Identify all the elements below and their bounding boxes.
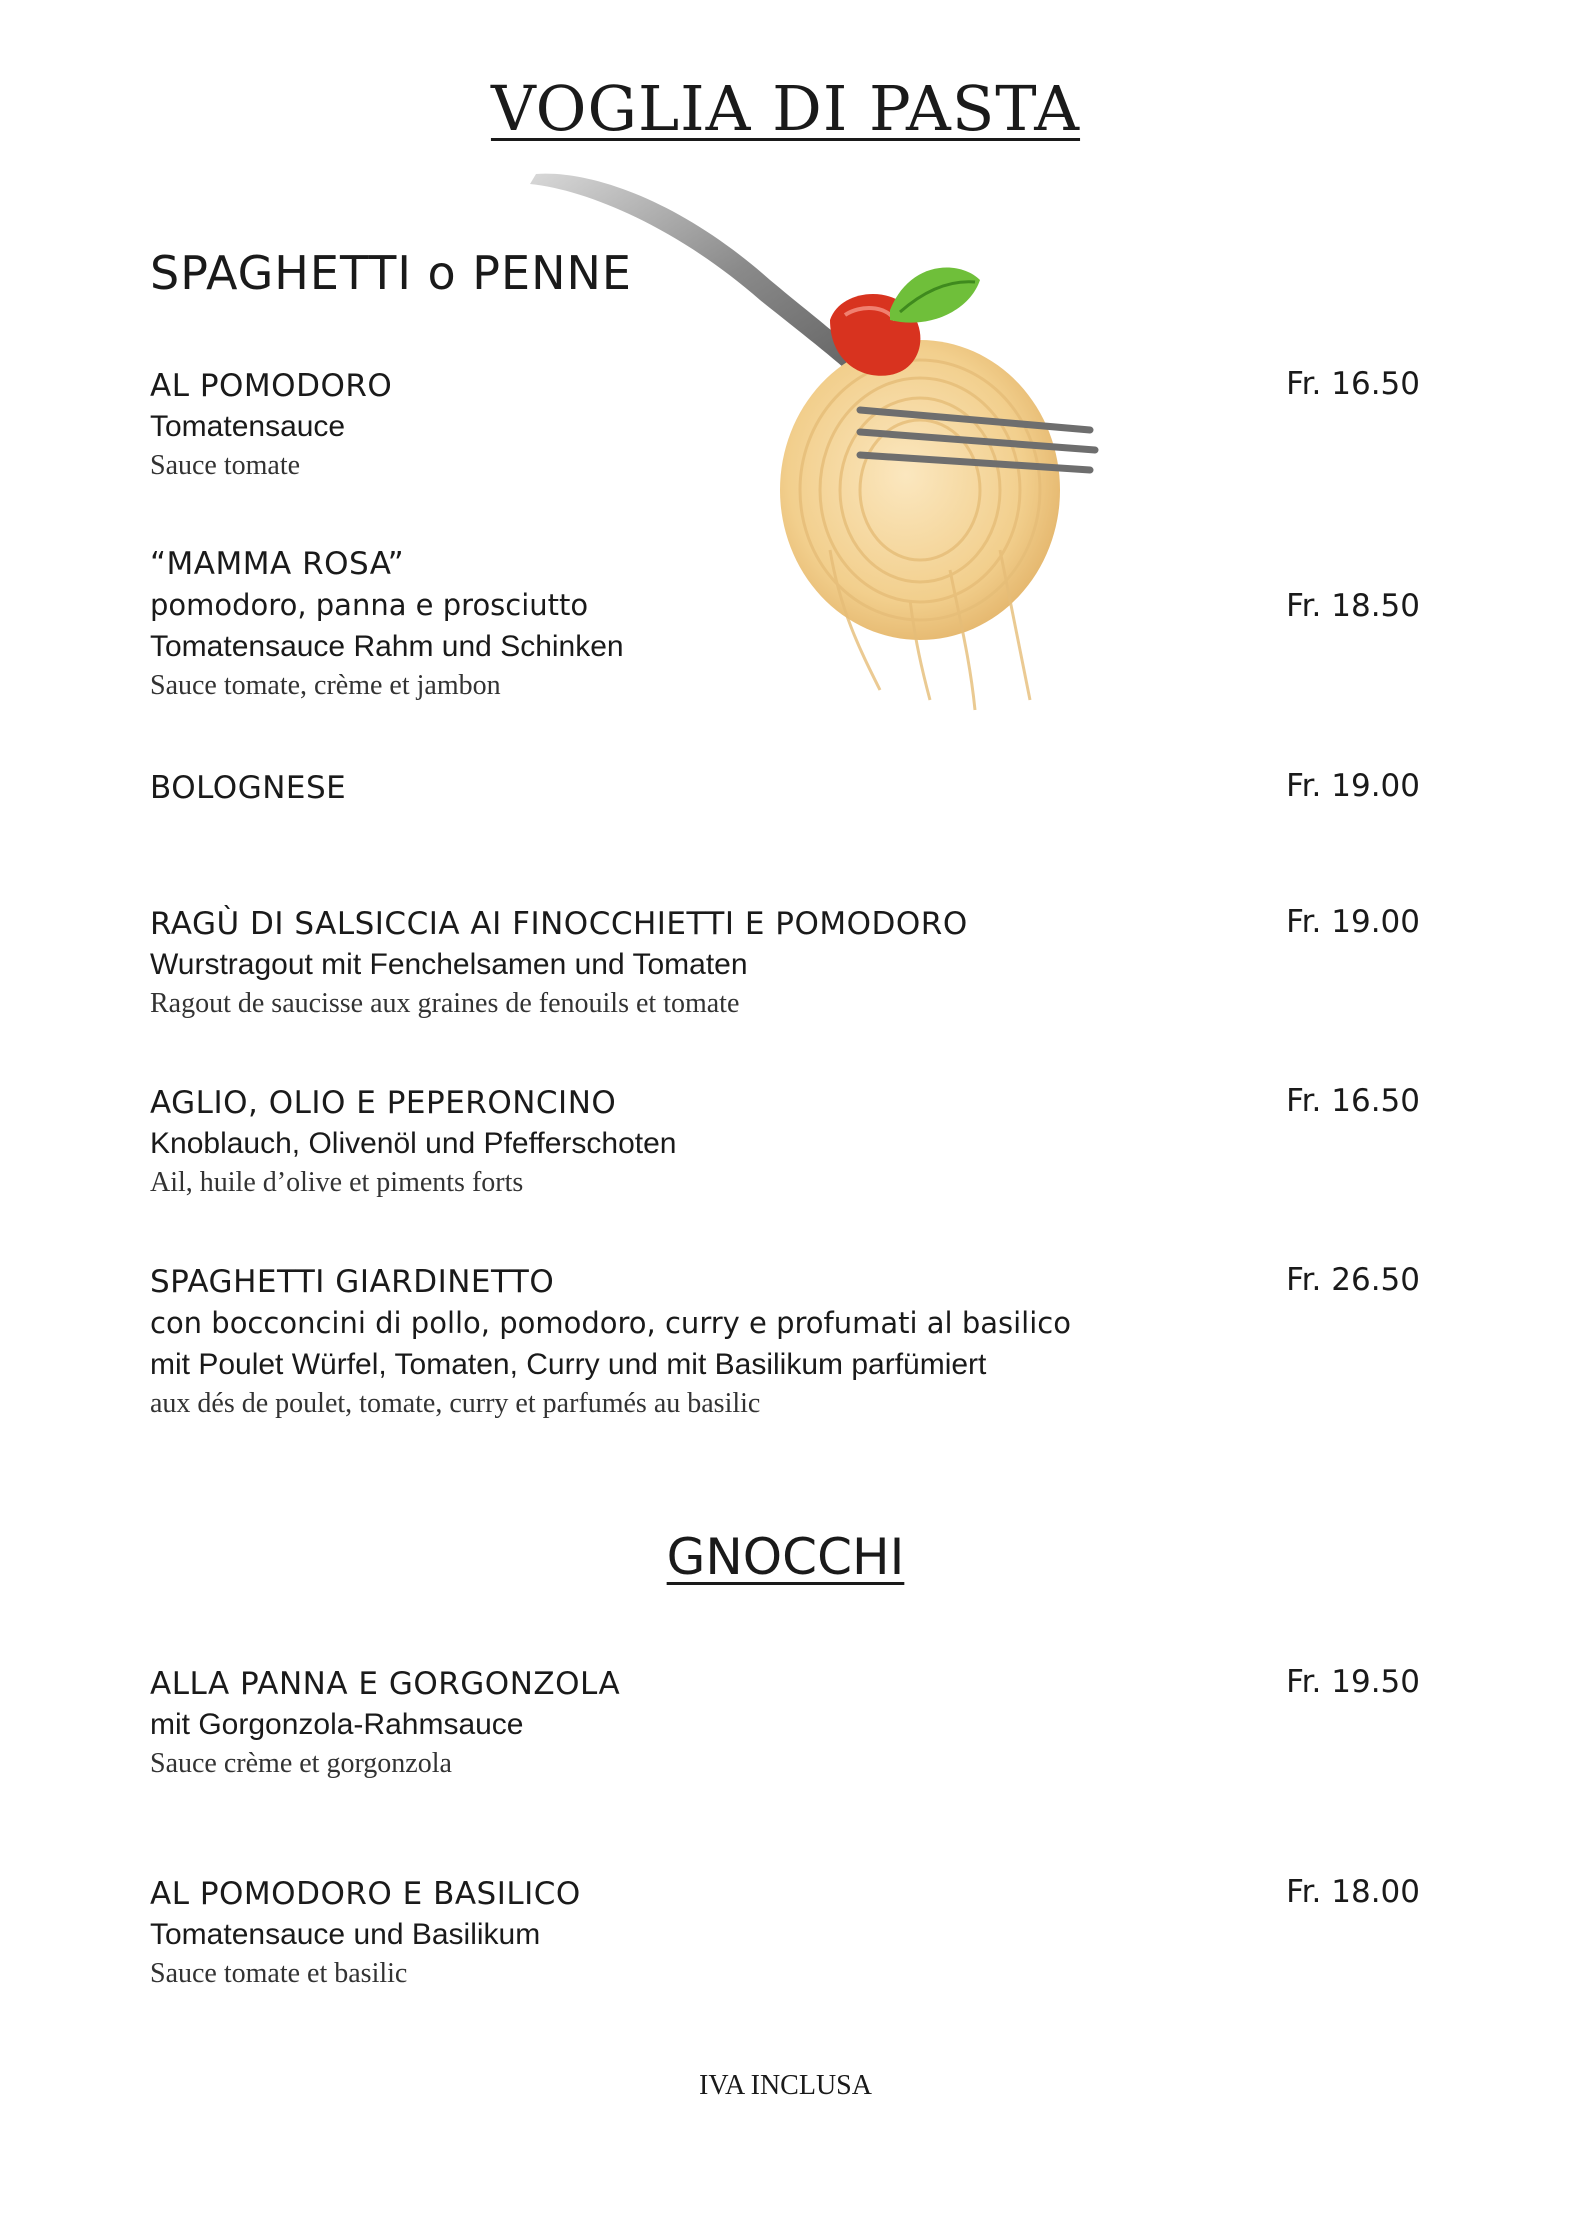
menu-item bbox=[150, 1083, 1420, 1201]
item-price: Fr. 16.50 bbox=[1286, 366, 1420, 402]
item-description-fr: Sauce tomate bbox=[150, 450, 301, 481]
item-description-de: Tomatensauce Rahm und Schinken bbox=[150, 630, 624, 663]
item-description-fr: Ragout de saucisse aux graines de fenouils et tomate bbox=[150, 988, 740, 1019]
menu-item bbox=[150, 1664, 1420, 1782]
item-name: BOLOGNESE bbox=[150, 770, 347, 806]
item-name: AL POMODORO E BASILICO bbox=[150, 1876, 581, 1912]
item-description-de: mit Poulet Würfel, Tomaten, Curry und mit Basilikum parfümiert bbox=[150, 1348, 987, 1381]
item-price: Fr. 19.00 bbox=[1286, 904, 1420, 940]
item-description-fr: Sauce tomate et basilic bbox=[150, 1958, 408, 1989]
item-price: Fr. 26.50 bbox=[1286, 1262, 1420, 1298]
item-name: SPAGHETTI GIARDINETTO bbox=[150, 1264, 555, 1300]
item-price: Fr. 19.50 bbox=[1286, 1664, 1420, 1700]
menu-item bbox=[150, 768, 1420, 808]
item-description-fr: aux dés de poulet, tomate, curry et parfumés au basilic bbox=[150, 1388, 761, 1419]
menu-item bbox=[150, 366, 1420, 484]
item-description-de: Tomatensauce bbox=[150, 410, 346, 443]
item-description-it: con bocconcini di pollo, pomodoro, curry e profumati al basilico bbox=[150, 1306, 1071, 1340]
item-name: AGLIO, OLIO E PEPERONCINO bbox=[150, 1085, 617, 1121]
menu-item bbox=[150, 1262, 1420, 1422]
item-description-fr: Ail, huile d’olive et piments forts bbox=[150, 1167, 524, 1198]
item-description-fr: Sauce tomate, crème et jambon bbox=[150, 670, 501, 701]
item-price: Fr. 16.50 bbox=[1286, 1083, 1420, 1119]
item-price: Fr. 19.00 bbox=[1286, 768, 1420, 804]
item-name: AL POMODORO bbox=[150, 368, 393, 404]
item-name: ALLA PANNA E GORGONZOLA bbox=[150, 1666, 621, 1702]
item-description-de: mit Gorgonzola-Rahmsauce bbox=[150, 1708, 524, 1741]
item-name: RAGÙ DI SALSICCIA AI FINOCCHIETTI E POMODORO bbox=[150, 906, 968, 942]
item-price: Fr. 18.00 bbox=[1286, 1874, 1420, 1910]
menu-item bbox=[150, 544, 1420, 704]
item-name: “MAMMA ROSA” bbox=[150, 546, 405, 582]
section-title-gnocchi: GNOCCHI bbox=[666, 1528, 905, 1586]
section-title-spaghetti: SPAGHETTI o PENNE bbox=[150, 246, 632, 300]
menu-item bbox=[150, 1874, 1420, 1992]
menu-item bbox=[150, 904, 1420, 1022]
page-title: VOGLIA DI PASTA bbox=[490, 72, 1081, 145]
item-description-de: Knoblauch, Olivenöl und Pfefferschoten bbox=[150, 1127, 677, 1160]
item-description-it: pomodoro, panna e prosciutto bbox=[150, 588, 589, 622]
item-description-fr: Sauce crème et gorgonzola bbox=[150, 1748, 452, 1779]
item-price: Fr. 18.50 bbox=[1286, 588, 1420, 624]
footer-vat-note: IVA INCLUSA bbox=[699, 2070, 872, 2101]
item-description-de: Wurstragout mit Fenchelsamen und Tomaten bbox=[150, 948, 748, 981]
item-description-de: Tomatensauce und Basilikum bbox=[150, 1918, 541, 1951]
